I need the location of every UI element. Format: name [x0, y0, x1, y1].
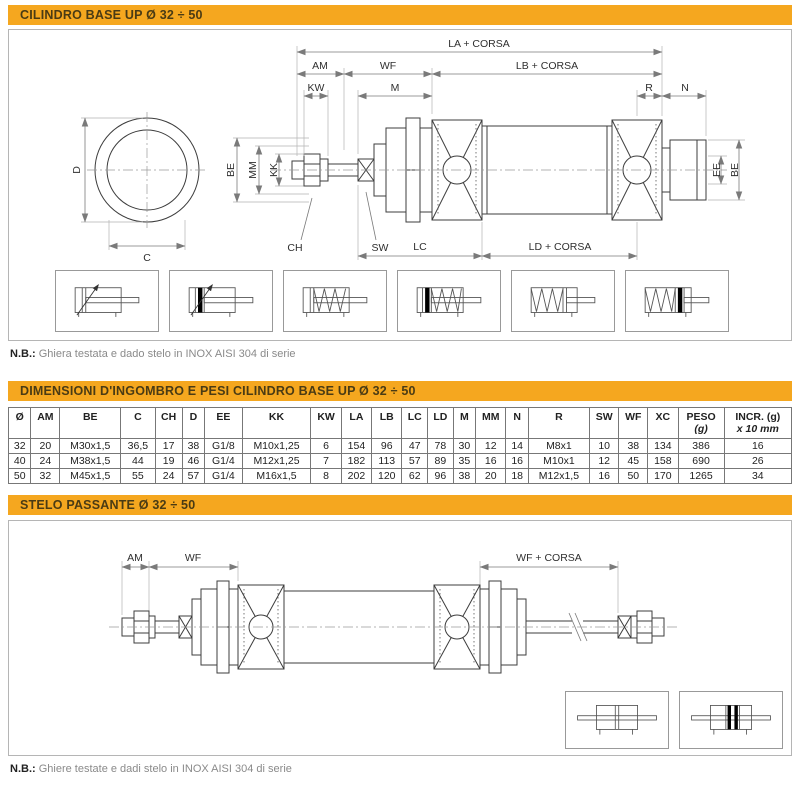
note-2-text: Ghiere testate e dadi stelo in INOX AISI 304 di serie [38, 763, 292, 775]
dim-label-n: N [681, 82, 689, 94]
table-cell: 26 [724, 454, 791, 469]
symbol-single-acting-front-spring-cylinder [283, 270, 387, 332]
table-cell: 134 [648, 439, 678, 454]
note-2-label: N.B.: [10, 763, 36, 775]
table-cell: G1/4 [205, 454, 242, 469]
table-cell: M12x1,25 [242, 454, 311, 469]
column-header: LD [428, 408, 454, 439]
dim-label-d: D [71, 166, 83, 174]
through-rod-symbol-row [565, 691, 783, 749]
table-cell: 1265 [678, 469, 724, 484]
table-cell: 32 [9, 439, 31, 454]
table-cell: 16 [506, 454, 528, 469]
column-header: KW [311, 408, 341, 439]
column-header: INCR. (g) x 10 mm [724, 408, 791, 439]
table-cell: 96 [372, 439, 402, 454]
table-cell: M10x1 [528, 454, 589, 469]
table-cell: 47 [402, 439, 428, 454]
dim-label-wf-corsa: WF + CORSA [516, 552, 582, 564]
table-cell: 8 [311, 469, 341, 484]
symbol-through-rod-magnetic-cylinder [679, 691, 783, 749]
column-header: XC [648, 408, 678, 439]
column-header: LC [402, 408, 428, 439]
table-cell: 30 [453, 439, 475, 454]
table-cell: 62 [402, 469, 428, 484]
table-cell: 6 [311, 439, 341, 454]
table-cell: 38 [619, 439, 648, 454]
table-cell: 7 [311, 454, 341, 469]
column-header: M [453, 408, 475, 439]
table-cell: 40 [9, 454, 31, 469]
dimensions-table [8, 407, 792, 484]
column-header: KK [242, 408, 311, 439]
dim-label-m: M [390, 82, 400, 94]
table-cell: 202 [341, 469, 371, 484]
dim-label-sw: SW [371, 242, 389, 254]
table-cell: 158 [648, 454, 678, 469]
column-header: BE [60, 408, 121, 439]
table-cell: 24 [31, 454, 60, 469]
dim-label-am-2: AM [127, 552, 143, 564]
note-1-label: N.B.: [10, 348, 36, 360]
dim-label-ld-corsa: LD + CORSA [528, 241, 592, 253]
dim-label-kk: KK [268, 162, 280, 178]
table-cell: 89 [428, 454, 454, 469]
table-cell: 19 [155, 454, 182, 469]
table-cell: 386 [678, 439, 724, 454]
column-header: AM [31, 408, 60, 439]
column-header: LA [341, 408, 371, 439]
drawing-frame-2 [8, 520, 792, 756]
section-title-cilindro-base: CILINDRO BASE UP Ø 32 ÷ 50 [8, 5, 792, 25]
column-header: D [182, 408, 204, 439]
note-2 [10, 763, 792, 775]
table-cell: M16x1,5 [242, 469, 311, 484]
dim-label-r: R [645, 82, 653, 94]
symbol-double-acting-cylinder [55, 270, 159, 332]
table-cell: 18 [506, 469, 528, 484]
section-title-stelo-passante: STELO PASSANTE Ø 32 ÷ 50 [8, 495, 792, 515]
column-header: MM [476, 408, 506, 439]
table-cell: 16 [589, 469, 619, 484]
table-cell: 113 [372, 454, 402, 469]
table-cell: 78 [428, 439, 454, 454]
table-cell: 182 [341, 454, 371, 469]
column-header: SW [589, 408, 619, 439]
table-cell: 17 [155, 439, 182, 454]
column-header: R [528, 408, 589, 439]
table-cell: G1/8 [205, 439, 242, 454]
symbol-through-rod-cylinder [565, 691, 669, 749]
table-cell: 50 [619, 469, 648, 484]
column-header: N [506, 408, 528, 439]
dim-label-mm: MM [247, 161, 259, 179]
table-cell: 46 [182, 454, 204, 469]
table-cell: M10x1,25 [242, 439, 311, 454]
dim-label-lc: LC [413, 241, 427, 253]
table-cell: 32 [31, 469, 60, 484]
symbol-row [9, 268, 791, 340]
dim-label-c: C [143, 252, 151, 264]
dim-label-kw: KW [307, 82, 325, 94]
column-header: LB [372, 408, 402, 439]
table-cell: 10 [589, 439, 619, 454]
table-cell: 16 [724, 439, 791, 454]
column-header: C [121, 408, 155, 439]
dim-label-wf: WF [379, 60, 397, 72]
table-cell: M38x1,5 [60, 454, 121, 469]
table-cell: 44 [121, 454, 155, 469]
cylinder-technical-drawing [9, 30, 791, 268]
symbol-single-acting-rear-spring-cylinder [511, 270, 615, 332]
table-cell: 154 [341, 439, 371, 454]
table-cell: 24 [155, 469, 182, 484]
table-cell: 20 [31, 439, 60, 454]
table-cell: 57 [402, 454, 428, 469]
table-cell: 12 [476, 439, 506, 454]
table-cell: 12 [589, 454, 619, 469]
note-1-text: Ghiera testata e dado stelo in INOX AISI 304 di serie [38, 348, 296, 360]
table-cell: M45x1,5 [60, 469, 121, 484]
table-cell: 690 [678, 454, 724, 469]
dim-label-be-left: BE [225, 162, 237, 178]
table-cell: M30x1,5 [60, 439, 121, 454]
dim-label-ee: EE [711, 162, 723, 178]
table-cell: G1/4 [205, 469, 242, 484]
table-cell: M8x1 [528, 439, 589, 454]
table-row [9, 439, 792, 454]
table-cell: 16 [476, 454, 506, 469]
table-cell: 35 [453, 454, 475, 469]
note-1 [10, 348, 792, 360]
table-cell: 34 [724, 469, 791, 484]
through-rod-cylinder-drawing [39, 527, 739, 691]
column-header: PESO (g) [678, 408, 724, 439]
column-header: EE [205, 408, 242, 439]
table-cell: 38 [453, 469, 475, 484]
dim-label-ch: CH [287, 242, 303, 254]
dim-label-lb-corsa: LB + CORSA [515, 60, 579, 72]
table-cell: 50 [9, 469, 31, 484]
dim-label-be-right: BE [729, 162, 741, 178]
column-header: Ø [9, 408, 31, 439]
table-cell: 120 [372, 469, 402, 484]
table-cell: 45 [619, 454, 648, 469]
table-cell: M12x1,5 [528, 469, 589, 484]
drawing-frame-1 [8, 29, 792, 341]
table-row [9, 469, 792, 484]
table-cell: 14 [506, 439, 528, 454]
table-cell: 57 [182, 469, 204, 484]
dim-label-am: AM [312, 60, 328, 72]
table-cell: 38 [182, 439, 204, 454]
dim-label-wf-2: WF [184, 552, 202, 564]
table-row [9, 454, 792, 469]
table-cell: 170 [648, 469, 678, 484]
table-cell: 96 [428, 469, 454, 484]
section-title-dimensioni: DIMENSIONI D'INGOMBRO E PESI CILINDRO BASE UP Ø 32 ÷ 50 [8, 381, 792, 401]
symbol-double-acting-magnetic-cylinder [169, 270, 273, 332]
symbol-single-acting-magnetic-rear-spring-cylinder [625, 270, 729, 332]
dim-label-la-corsa: LA + CORSA [448, 38, 510, 50]
table-cell: 36,5 [121, 439, 155, 454]
table-cell: 55 [121, 469, 155, 484]
column-header: WF [619, 408, 648, 439]
column-header: CH [155, 408, 182, 439]
table-cell: 20 [476, 469, 506, 484]
symbol-single-acting-magnetic-front-spring-cylinder [397, 270, 501, 332]
